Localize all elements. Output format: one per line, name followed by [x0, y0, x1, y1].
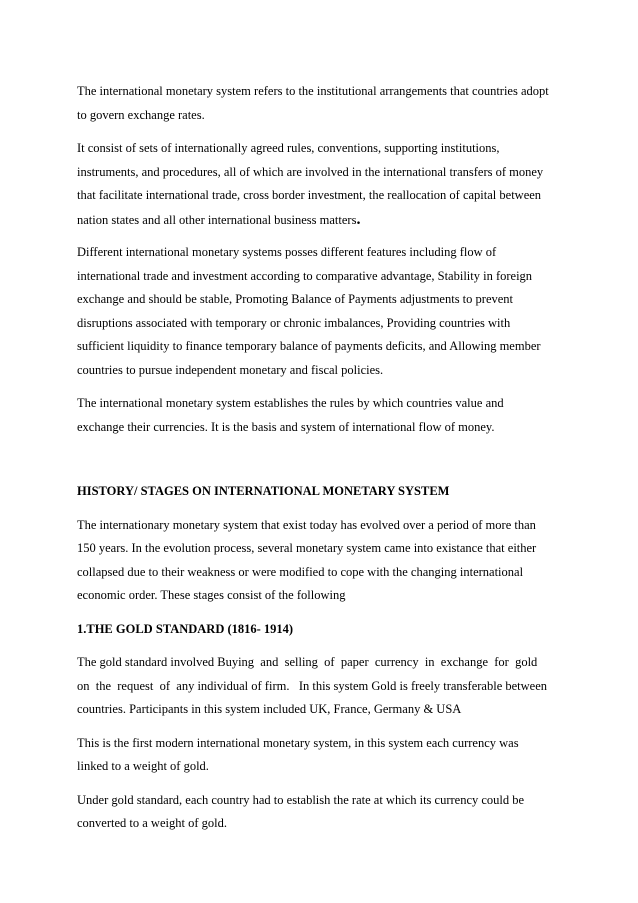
text-line: international trade and investment according to comparative advantage, Stability in foreign — [77, 268, 533, 283]
section-spacer — [77, 449, 578, 480]
text-line: It consist of sets of internationally agreed rules, conventions, supporting institutions, — [77, 141, 500, 155]
text-line: exchange and should be stable, Promoting Balance of Payments adjustments to prevent — [77, 292, 514, 306]
gold-standard-heading: 1.THE GOLD STANDARD (1816- 1914) — [77, 621, 294, 636]
text-line: The international monetary system refers to the institutional arrangements that countries adopt — [77, 84, 549, 98]
intro-paragraph-2 — [77, 137, 578, 231]
gold-paragraph-2 — [77, 732, 578, 779]
intro-paragraph-1 — [77, 80, 578, 127]
text-line: on the request of any individual of firm. In this system Gold is freely transferable between — [77, 678, 548, 693]
text-line-with-period — [77, 208, 578, 232]
text-line: instruments, and procedures, all of which are involved in the international transfers of money — [77, 164, 544, 179]
intro-paragraph-4 — [77, 392, 578, 439]
gold-paragraph-1 — [77, 651, 578, 722]
intro-paragraph-3 — [77, 241, 578, 382]
text-line: to govern exchange rates. — [77, 107, 205, 122]
text-line: disruptions associated with temporary or chronic imbalances, Providing countries with — [77, 315, 511, 330]
text-line: countries to pursue independent monetary and fiscal policies. — [77, 362, 384, 377]
text-line: Different international monetary systems posses different features including flow of — [77, 245, 497, 259]
history-heading: HISTORY/ STAGES ON INTERNATIONAL MONETARY SYSTEM — [77, 484, 450, 498]
text-line: sufficient liquidity to finance temporary balance of payments deficits, and Allowing member — [77, 339, 541, 353]
text-line: exchange their currencies. It is the basis and system of international flow of money. — [77, 419, 495, 434]
text-line: converted to a weight of gold. — [77, 816, 227, 830]
text-line: countries. Participants in this system included UK, France, Germany & USA — [77, 702, 462, 716]
history-paragraph — [77, 514, 578, 608]
text-line: The international monetary system establishes the rules by which countries value and — [77, 396, 504, 410]
text-line: 150 years. In the evolution process, several monetary system came into existance that either — [77, 541, 537, 555]
text-line: linked to a weight of gold. — [77, 759, 209, 773]
text-line: Under gold standard, each country had to establish the rate at which its currency could be — [77, 792, 525, 807]
text-line: nation states and all other international business matters — [77, 212, 357, 227]
text-line: This is the first modern international monetary system, in this system each currency was — [77, 735, 519, 750]
text-line: collapsed due to their weakness or were modified to cope with the changing international — [77, 564, 524, 579]
text-line: economic order. These stages consist of the following — [77, 588, 346, 602]
period-mark: . — [356, 210, 361, 228]
text-line: The gold standard involved Buying and selling of paper currency in exchange for gold — [77, 655, 538, 669]
text-line: The internationary monetary system that exist today has evolved over a period of more than — [77, 517, 536, 532]
text-line: that facilitate international trade, cross border investment, the reallocation of capital between — [77, 188, 542, 202]
gold-paragraph-3 — [77, 789, 578, 836]
